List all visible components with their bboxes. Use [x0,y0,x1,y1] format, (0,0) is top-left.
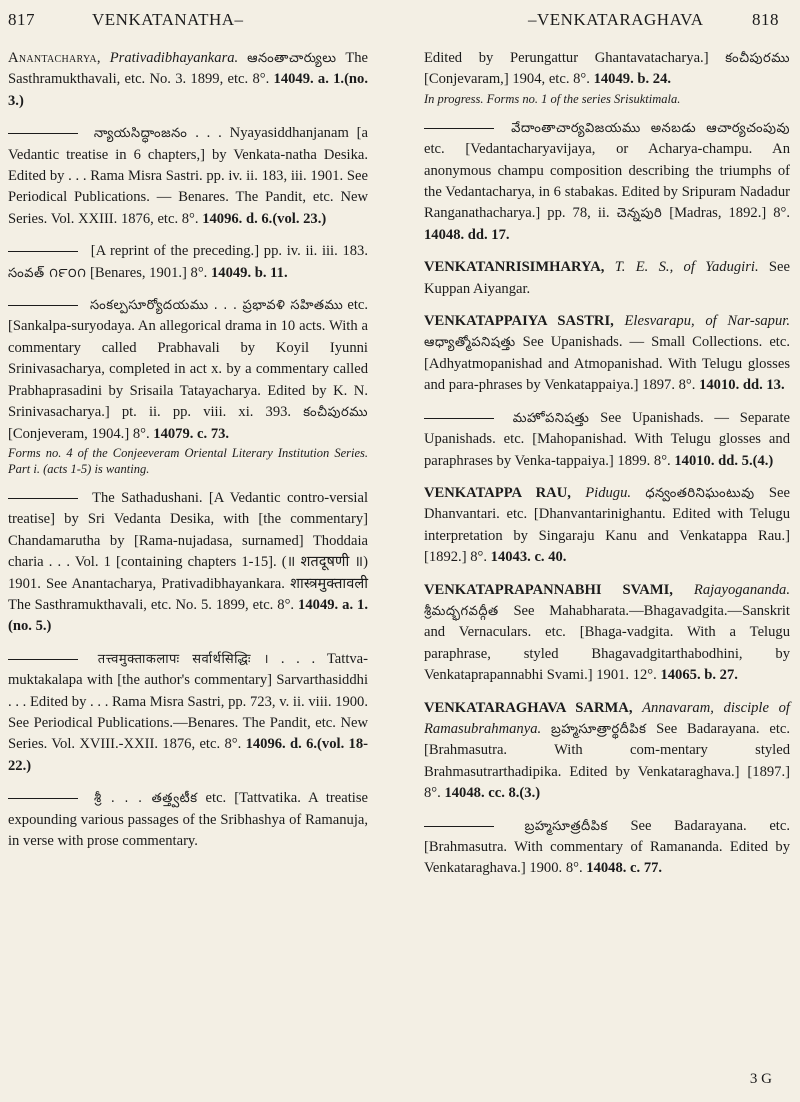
entry-body: See Mahabharata.—Bhagavadgita.—Sanskrit and Vernaculars. etc. [Bhaga-vadgita. With a Telugu paraphrase, styled Bhagavadgitarthabodhini, by Venkataprapannabhi Svami.] 1901. 12°. [424,602,790,684]
entry-note: Forms no. 4 of the Conjeeveram Oriental Literary Institution Series. Part i. (acts 1-5) is wanting. [8,445,368,476]
ditto-rule [424,826,494,827]
page-number-left: 817 [8,10,35,29]
ditto-rule [424,418,494,419]
entry-tail: [Conjevaram,] 1904, etc. 8°. [424,71,590,88]
entry-body: etc. [Vedantacharyavijaya, or Acharya-champu. An anonymous champu composition describing the triumphs of the Vedantacharya, in 6 stabakas. Edited by Sripuram Nadadur Ranganathacharya.] pp. 78, ii. [424,141,790,222]
vernacular-title: ఆధ్యాత్మోపనిషత్తు [424,335,516,351]
entry-body: See Badarayana. etc. [Brahmasutra. With com-mentary styled Brahmasutrarthadipika. Edited by Venkataraghava.] [1897.] 8°. [424,720,790,802]
ditto-rule [8,659,78,660]
catalogue-entry [424,257,790,300]
entry-subheading: Elesvarapu, of Nar-sapur. [624,313,790,330]
ditto-rule [8,133,78,134]
shelfmark: 14096. d. 6.(vol. 18-22.) [8,736,368,774]
shelfmark: 14048. c. 77. [586,860,663,877]
shelfmark: 14049. b. 11. [210,264,288,281]
catalogue-entry [424,816,790,880]
entry-tail: [Madras, 1892.] 8°. [669,205,791,222]
entry-body: See Upanishads. — Small Collections. etc. [Adhyatmopanishad and Atmopanishad. With Telugu glosses and para-phrases by Venkatappaiya.] 1897. 8°. [424,334,790,394]
catalogue-entry [424,48,790,107]
ditto-rule [8,251,78,252]
catalogue-entry [8,488,368,638]
catalogue-entry [424,483,790,569]
signature-mark: 3 G [749,1071,772,1087]
ditto-rule [8,305,78,306]
entry-subheading: T. E. S., of Yadugiri. [614,259,759,276]
entry-body: . . . Tattva-muktakalapa with [the author's commentary] Sarvarthasiddhi . . . Edited by . . . Rama Misra Sastri, pp. 723, v. ii. viii. 1900. See Periodical Publications.—Benares. The Pandit, etc. New Series. Vol. XVIII.-XXII. 1876, etc. 8°. [8,650,369,753]
shelfmark: 14048. cc. 8.(3.) [444,785,541,802]
entry-body: See Kuppan Aiyangar. [424,259,790,297]
entry-body: . . . Nyayasiddhanjanam [a Vedantic treatise in 6 chapters,] by Venkata-natha Desika. Edited by . . . Rama Misra Sastri. pp. iv. ii. 183, iii. 1901. See Periodical Publications. — Benares. The Pandit, etc. New Series. Vol. XXIII. 1876, etc. 8°. [8,125,368,227]
vernacular-title: మహోపనిషత్తు [512,410,590,426]
entry-tail: [Benares, 1901.] 8°. [90,264,208,281]
entry-subheading: Rajayogananda. [693,581,790,598]
shelfmark: 14043. c. 40. [490,549,567,566]
entry-body: The Sathadushani. [A Vedantic contro-versial treatise] by Sri Vedanta Desika, with [the commentary] Chandamarutha by [Rama-nujadasa, surnamed] Thoddaia charia . . . Vol. 1 [containing chapters 1-15]. (॥ शतदूषणी ॥) 1901. See Anantacharya, Prativadibhayankara. शास्त्रमुक्तावली The Sasthramukthavali, etc. No. 5. 1899, etc. 8°. [8,489,368,613]
entry-heading: VENKATARAGHAVA SARMA, [424,699,633,716]
vernacular-place: కంచీపురము [303,405,368,421]
vernacular-title: సంకల్పసూర్యోదయము . . . ప్రభావళి సహితము [90,298,344,314]
vernacular-title: శ్రీమద్భగవద్గీత [424,603,499,619]
ditto-rule [8,498,78,499]
vernacular-title: శ్రీ . . . తత్త్వటీక [94,791,198,807]
catalogue-entry [8,48,368,112]
entry-note: In progress. Forms no. 1 of the series Srisuktimala. [424,91,681,106]
page-header [0,10,800,36]
entry-subheading: Prativadibhayankara. [109,50,239,66]
entry-body: See Dhanvantari. etc. [Dhanvantarinighantu. Edited with Telugu interpretation by Singaraju Kanu and Venkatappa Rau.] [1892.] 8°. [424,484,790,566]
entry-body: See Badarayana. etc. [Brahmasutra. With commentary of Ramananda. Edited by Venkataraghava.] 1900. 8°. [424,817,790,877]
entry-tail: [Conjeveram, 1904.] 8°. [8,425,150,442]
page-number-right: 818 [752,10,779,29]
shelfmark: 14010. dd. 5.(4.) [674,452,774,469]
entry-body: See Upanishads. — Separate Upanishads. etc. [Mahopanishad. With Telugu glosses and paraphrases by Venka-tappaiya.] 1899. 8°. [424,409,790,469]
shelfmark: 14010. dd. 13. [699,377,785,394]
catalogue-entry [424,580,790,687]
shelfmark: 14096. d. 6.(vol. 23.) [202,210,327,227]
left-column [8,48,368,863]
entry-heading: VENKATANRISIMHARYA, [424,259,605,276]
vernacular-place: చెన్నపురి [616,206,663,222]
entry-body: Edited by Perungattur Ghantavatacharya.] [424,50,709,66]
vernacular-title: బ్రహ్మసూత్రార్థదీపిక [550,721,647,737]
shelfmark: 14049. b. 24. [593,71,672,88]
catalogue-entry [424,311,790,397]
vernacular-title: तत्त्वमुक्ताकलापः सर्वार्थसिद्धिः । [97,651,270,667]
catalogue-entry [8,241,368,284]
running-title-left: VENKATANATHA– [92,10,244,29]
catalogue-entry [8,788,368,852]
vernacular-title: న్యాయసిద్ధాంజనం [93,126,188,142]
vernacular-title: సంవత్ ౧౯౦౧ [8,265,87,281]
entry-heading: VENKATAPPAIYA SASTRI, [424,313,614,330]
entry-body: etc. [Sankalpa-suryodaya. An allegorical drama in 10 acts. With a commentary called Prabhavali by Koyil Iyunni Srinivasacharya, completed in act x. by a commentary called Prabhaprasadini by Srisaila Tatayacharya. Edited by K. N. Srinivasacharya.] pt. ii. pp. viii. xi. 393. [8,297,369,421]
entry-body: The Sasthramukthavali, etc. No. 3. 1899, etc. 8°. [8,50,369,88]
shelfmark: 14049. a. 1.(no. 3.) [8,71,368,109]
running-title-right: –VENKATARAGHAVA [528,10,704,29]
vernacular-place: కంచీపురము [725,51,790,66]
entry-subheading: Annavaram, disciple of Ramasubrahmanya. [424,699,790,737]
entry-body: etc. [Tattvatika. A treatise expounding various passages of the Sribhashya of Ramanuja, in verse with prose commentary. [8,790,368,849]
catalogue-entry [424,118,790,246]
ditto-rule [424,128,494,129]
shelfmark: 14065. b. 27. [660,667,738,684]
catalogue-entry [424,408,790,472]
vernacular-title: ఆనంతాచార్యులు [247,51,337,66]
catalogue-entry [8,649,368,777]
catalogue-entry [424,698,790,805]
entry-subheading: Pidugu. [585,484,632,501]
catalogue-entry [8,123,368,230]
entry-body: [A reprint of the preceding.] pp. iv. ii. iii. 183. [90,243,368,260]
right-column [424,48,790,891]
vernacular-title: ధన్వంతరినిఘంటువు [645,485,755,501]
vernacular-title: బ్రహ్మసూత్రదీపిక [524,818,608,834]
shelfmark: 14049. a. 1.(no. 5.) [8,596,368,635]
entry-heading: VENKATAPPA RAU, [424,484,571,501]
shelfmark: 14079. c. 73. [153,425,230,442]
ditto-rule [8,798,78,799]
catalogue-entry [8,295,368,477]
entry-heading: VENKATAPRAPANNABHI SVAMI, [424,581,673,598]
entry-heading: Anantacharya, [8,50,101,66]
vernacular-title: వేదాంతాచార్యవిజయము అనబడు ఆచార్యచంపువు [511,120,791,136]
shelfmark: 14048. dd. 17. [424,226,510,243]
